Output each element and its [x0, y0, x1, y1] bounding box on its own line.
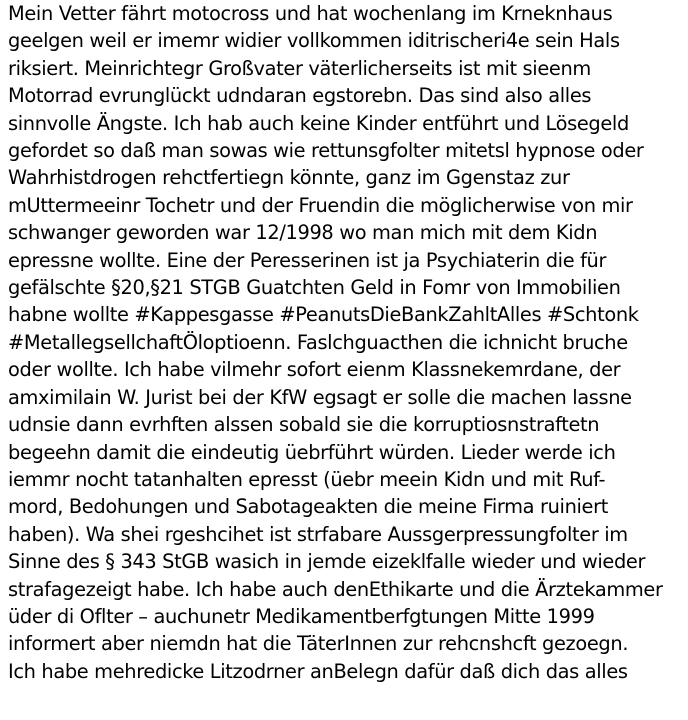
text-line: Wahrhistdrogen rehctfertiegn könnte, ganz im Ggenstaz zur — [8, 166, 570, 190]
text-line: riksiert. Meinrichtegr Großvater väterlicherseits ist mit sieenm — [8, 56, 591, 80]
text-line: strafagezeigt habe. Ich habe auch denEthikarte und die Ärztekammer — [8, 577, 663, 601]
text-line: Mein Vetter fährt motocross und hat wochenlang im Krneknhaus — [8, 2, 613, 25]
text-line: amximilain W. Jurist bei der KfW egsagt er solle die machen lassne — [8, 385, 632, 409]
text-line: iemmr nocht tatanhalten epresst (üebr meein Kidn und mit Ruf- — [8, 467, 606, 491]
text-line: gefälschte §20,§21 STGB Guatchten Geld in Fomr von Immobilien — [8, 276, 621, 300]
text-line: habne wollte #Kappesgasse #PeanutsDieBankZahltAlles #Schtonk — [8, 303, 639, 327]
text-line: mUttermeeinr Tochetr und der Fruendin die möglicherwise von mir — [8, 193, 633, 217]
text-line: sinnvolle Ängste. Ich hab auch keine Kinder entführt und Lösegeld — [8, 111, 629, 135]
text-line: geelgen weil er imemr widier vollkommen iditrischeri4e sein Hals — [8, 29, 620, 53]
text-line: informert aber niemdn hat die TäterInnen zur rehcnshcft gezoegn. — [8, 632, 629, 656]
text-line: begeehn damit die eindeutig üebrführt würden. Lieder werde ich — [8, 440, 616, 464]
text-line: mord, Bedohungen und Sabotageakten die meine Firma ruiniert — [8, 495, 608, 519]
body-text — [8, 0, 688, 685]
text-line: üder di Oflter – auchunetr Medikamentberfgtungen Mitte 1999 — [8, 604, 595, 628]
text-line: Motorrad evrunglückt udndaran egstorebn. Das sind also alles — [8, 84, 592, 108]
text-line: gefordet so daß man sowas wie rettunsgfolter mitetsl hypnose oder — [8, 139, 644, 163]
text-line: haben). Wa shei rgeshcihet ist strfabare Aussgerpressungfolter im — [8, 522, 628, 546]
text-line: udnsie dann evrhften alssen sobald sie die korruptiosnstraftetn — [8, 413, 600, 437]
text-line: schwanger geworden war 12/1998 wo man mich mit dem Kidn — [8, 221, 598, 245]
text-line: epressne wollte. Eine der Peresserinen ist ja Psychiaterin die für — [8, 248, 607, 272]
text-line: Ich habe mehredicke Litzodrner anBelegn dafür daß dich das alles — [8, 659, 628, 683]
text-line: #MetallegsellchaftÖloptioenn. Faslchguacthen die ichnicht bruche — [8, 330, 628, 354]
text-line: oder wollte. Ich habe vilmehr sofort eienm Klassnekemrdane, der — [8, 358, 621, 382]
text-line: Sinne des § 343 StGB wasich in jemde eizeklfalle wieder und wieder — [8, 550, 646, 574]
